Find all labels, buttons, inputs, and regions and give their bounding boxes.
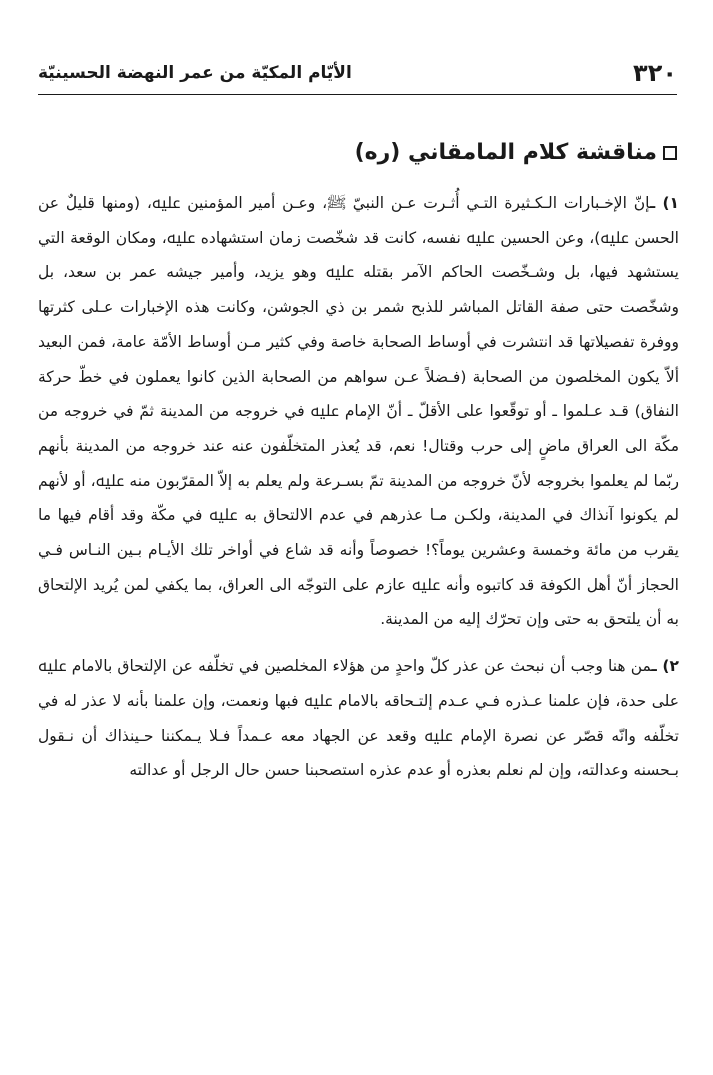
body-text <box>38 186 679 788</box>
page-number: ٣٢٠ <box>633 59 677 87</box>
running-title: الأيّام المكيّة من عمر النهضة الحسينيّة <box>38 63 352 83</box>
paragraph-number: ١) ـ <box>649 194 679 212</box>
section-heading <box>355 140 677 165</box>
paragraph-text: إنّ الإخـبارات الـكـثيرة التـي أُثـرت عـن النبيّ ﷺ، وعـن أمير المؤمنين ﷷ، (ومنها قليلٌ عن الحسن ﷷ)، وعن الحسين ﷷ نفسه، كانت قد شخّصت زمان استشهاده ﷷ، ومكان الوقعة التي يستشهد فيها، بل وشـخّصت الحاكم الآمر بقتله ﷷ وهو يزيد، وأمير جيشه عمر بن سعد، بل وشخّصت حتى صفة القاتل المباشر للذبح شمر بن ذي الجوشن، وكانت هذه الإخبارات عـلى كثرتها ووفرة تفصيلاتها قد انتشرت في أوساط الصحابة خاصة وفي كثير مـن أوساط الأمّة عامة، فمن البعيد ألاّ يكون المخلصون من الصحابة (فـضلاً عـن سواهم من الصحابة الذين كانوا يعملون في خطّ حركة النفاق) قـد عـلموا ـ أو توقّعوا على الأقلّ ـ أنّ الإمام ﷷ في خروجه من المدينة ثمّ في خروجه من مكّة الى العراق ماضٍ إلى حرب وقتال! نعم، قد يُعذر المتخلّفون عنه عند خروجه من المدينة بأنهم ربّما لم يعلموا بخروجه لأنّ خروجه من المدينة تمّ بسـرعة ولم يعلم به إلاّ المقرّبون منه ﷷ، أو لأنهم لم يكونوا آنذاك في المدينة، ولكـن مـا عذرهم في عدم الالتحاق به ﷷ في مكّة وقد أقام فيها ما يقرب من مائة وخمسة وعشرين يوماً؟! خصوصاً وأنه قد شاع في أواخر تلك الأيـام بـين النـاس فـي الحجاز أنّ أهل الكوفة قد كاتبوه وأنه ﷷ عازم على التوجّه الى العراق، بما يكفي لمن يُريد الإلتحاق به أن يلتحق به حتى وإن تحرّك إليه من المدينة. <box>38 194 679 629</box>
paragraph-number: ٢) ـ <box>651 657 679 676</box>
box-icon <box>663 146 677 160</box>
page-header <box>38 58 677 88</box>
section-heading-text: مناقشة كلام المامقاني (ره) <box>354 140 657 165</box>
header-divider <box>38 94 677 95</box>
paragraph-2 <box>38 649 679 788</box>
paragraph-1 <box>38 186 679 637</box>
paragraph-text: من هنا وجب أن نبحث عن عذر كلّ واحدٍ من هؤلاء المخلصين في تخلّفه عن الإلتحاق بالامام ﷷ على حدة، فإن علمنا عـذره فـي عـدم إلتـحاقه بالامام ﷷ فبها ونعمت، وإن علمنا بأنه لا عذر له في تخلّفه وانّه قصّر عن نصرة الإمام ﷷ وقعد عن الجهاد معه عـمداً فـلا يـمكننا حـينذاك أن نـقول بـحسنه وعدالته، وإن لم نعلم بعذره أو عدم عذره استصحبنا حسن حال الرجل أو عدالته <box>38 657 679 780</box>
